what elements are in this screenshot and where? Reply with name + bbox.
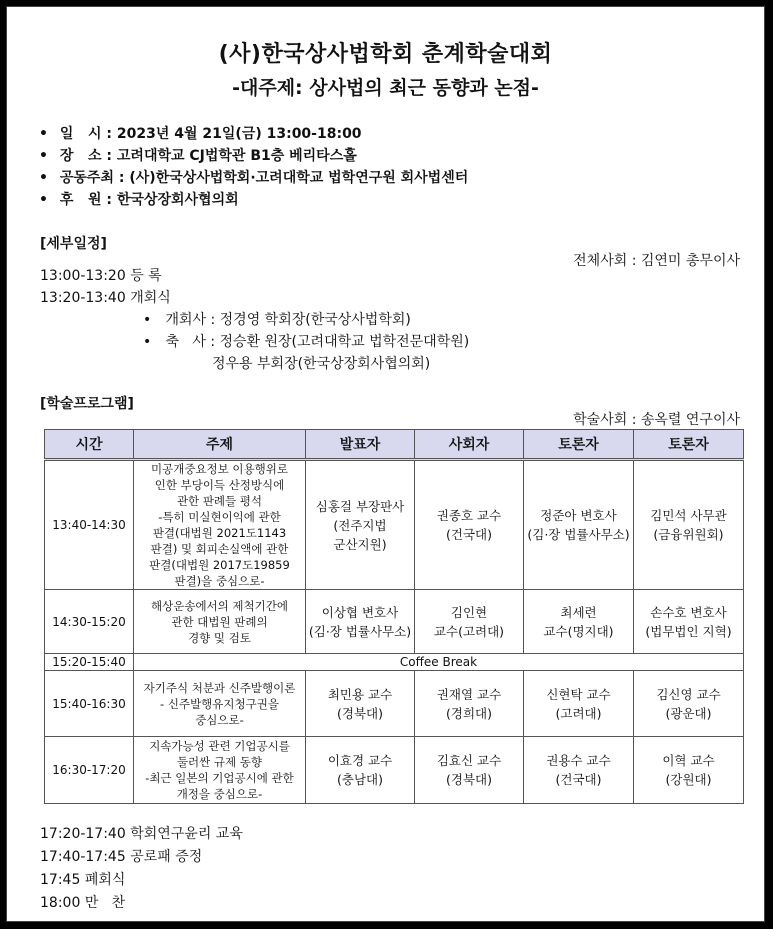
- person-line: (충남대): [337, 772, 383, 787]
- person-line: 권재열 교수: [436, 686, 502, 702]
- person-line: (전주지법: [333, 517, 387, 533]
- schedule-label: 학회연구윤리 교육: [130, 826, 243, 842]
- topic-line: 미공개중요정보 이용행위로: [151, 462, 288, 476]
- person-line: 이상협 변호사: [321, 604, 399, 620]
- info-label: 일 시: [59, 126, 102, 142]
- schedule-time: 17:20-17:40: [40, 826, 126, 842]
- column-header: 토론자: [524, 430, 634, 460]
- bullet-icon: •: [143, 312, 152, 328]
- document-page: [6, 6, 765, 922]
- schedule-item: [40, 892, 243, 915]
- person-line: 손수호 변호사: [650, 604, 727, 620]
- column-header: 주제: [134, 430, 306, 460]
- person-line: (경희대): [446, 705, 492, 721]
- schedule-label: 만 찬: [84, 895, 126, 911]
- schedule-time: 17:45: [40, 872, 81, 888]
- info-value: 2023년 4월 21일(금) 13:00-18:00: [116, 126, 362, 142]
- discussant: [524, 671, 634, 737]
- session-topic: [134, 671, 306, 737]
- person-line: (경북대): [446, 772, 492, 787]
- chair: [415, 460, 524, 590]
- person-line: (김·장 법률사무소): [527, 527, 630, 542]
- person-line: 이효경 교수: [327, 753, 393, 768]
- schedule-list: [40, 265, 171, 309]
- person-line: (김·장 법률사무소): [308, 623, 412, 639]
- topic-line: 판결) 및 회피손실액에 관한: [150, 542, 289, 556]
- discussant: [524, 737, 634, 804]
- bullet-icon: •: [39, 192, 48, 208]
- topic-line: 판결(대법원 2017도19859: [149, 558, 290, 572]
- page-subtitle: -대주제: 상사법의 최근 동향과 논점-: [232, 77, 539, 99]
- discussant: [634, 460, 744, 590]
- info-value: (사)한국상사법학회·고려대학교 법학연구원 회사법센터: [129, 170, 469, 186]
- info-label: 공동주최: [59, 170, 114, 186]
- topic-line: 둘러싼 규제 동향: [176, 755, 263, 769]
- presenter: [306, 737, 415, 804]
- congrats-line: 정승환 원장(고려대학교 법학전문대학원): [219, 334, 470, 350]
- presenter: [306, 460, 415, 590]
- congrats-label: 축 사: [165, 334, 206, 350]
- info-value: 한국상장회사협의회: [116, 192, 239, 208]
- table-row: [45, 460, 744, 590]
- schedule-label: 공로패 증정: [130, 849, 203, 865]
- topic-line: 관한 대법원 판례의: [171, 614, 268, 629]
- opening-address: [143, 309, 469, 331]
- schedule-item: [40, 287, 171, 309]
- info-sep: :: [106, 192, 117, 208]
- page-title: (사)한국상사법학회 춘계학술대회: [218, 42, 553, 67]
- discussant: [634, 671, 744, 737]
- topic-line: 판결(대법원 2021도1143: [152, 526, 287, 540]
- topic-line: -특히 미실현이익에 관한: [158, 510, 281, 524]
- person-line: 최세련: [560, 604, 597, 620]
- schedule-item: [40, 823, 243, 846]
- person-line: 권종호 교수: [436, 508, 502, 523]
- topic-line: 해상운송에서의 제척기간에: [151, 598, 288, 613]
- topic-line: 경향 및 검토: [188, 630, 251, 645]
- person-line: 최민용 교수: [327, 686, 393, 702]
- table-row: [45, 737, 744, 804]
- session-time: 14:30-15:20: [45, 590, 134, 654]
- person-line: 김효신 교수: [436, 753, 502, 768]
- person-line: (건국대): [555, 772, 602, 787]
- info-sep: :: [106, 126, 117, 142]
- topic-line: 개정을 중심으로-: [176, 787, 263, 801]
- chair: [415, 590, 524, 654]
- topic-line: 자기주식 처분과 신주발행이론: [143, 680, 296, 695]
- schedule-time: 13:20-13:40: [40, 290, 126, 306]
- person-line: 김인현: [450, 604, 488, 620]
- schedule-label: 개회식: [130, 290, 171, 306]
- info-label: 후 원: [59, 192, 102, 208]
- program-table: [44, 429, 744, 804]
- schedule-time: 17:40-17:45: [40, 849, 126, 865]
- info-sep: :: [106, 148, 117, 164]
- schedule-time: 18:00: [40, 895, 81, 911]
- table-header-row: [45, 430, 744, 460]
- schedule-item: [40, 869, 243, 892]
- schedule-item: [40, 846, 243, 869]
- topic-line: 지속가능성 관련 기업공시를: [149, 739, 290, 753]
- person-line: 정준아 변호사: [540, 508, 617, 523]
- person-line: (법무법인 지혁): [645, 623, 732, 639]
- person-line: 김민석 사무관: [650, 508, 727, 523]
- event-info-item: [39, 167, 468, 189]
- topic-line: 판결)을 중심으로-: [174, 574, 265, 588]
- column-header: 사회자: [415, 430, 524, 460]
- break-row: [45, 654, 744, 671]
- session-topic: [134, 460, 306, 590]
- person-line: 군산지원): [333, 536, 387, 552]
- person-line: 신현탁 교수: [546, 686, 611, 702]
- person-line: (금융위원회): [653, 527, 724, 542]
- program-heading: [학술프로그램]: [40, 396, 134, 412]
- discussant: [634, 737, 744, 804]
- colon: :: [210, 312, 220, 328]
- event-info-item: [39, 123, 468, 145]
- table-row: [45, 590, 744, 654]
- person-line: 교수(고려대): [433, 623, 505, 639]
- column-header: 토론자: [634, 430, 744, 460]
- session-topic: [134, 737, 306, 804]
- bullet-icon: •: [39, 148, 48, 164]
- session-time: 13:40-14:30: [45, 460, 134, 590]
- break-time: 15:20-15:40: [45, 654, 134, 671]
- session-topic: [134, 590, 306, 654]
- session-time: 16:30-17:20: [45, 737, 134, 804]
- person-line: (경북대): [337, 705, 383, 721]
- info-label: 장 소: [59, 148, 102, 164]
- schedule-label: 폐회식: [84, 872, 126, 888]
- info-value: 고려대학교 CJ법학관 B1층 베리타스홀: [116, 148, 357, 164]
- bullet-icon: •: [143, 334, 152, 350]
- person-line: (광운대): [665, 705, 712, 721]
- chair: [415, 737, 524, 804]
- schedule-time: 13:00-13:20: [40, 268, 126, 284]
- break-label: Coffee Break: [134, 654, 744, 671]
- presenter: [306, 590, 415, 654]
- opening-ceremony-details: [143, 309, 469, 375]
- schedule-label: 등 록: [130, 268, 162, 284]
- info-sep: :: [118, 170, 130, 186]
- person-line: (건국대): [446, 527, 492, 542]
- congrats-line-row: [143, 353, 469, 375]
- discussant: [524, 460, 634, 590]
- colon: :: [210, 334, 220, 350]
- person-line: 이혁 교수: [662, 753, 715, 768]
- topic-line: - 신주발행유지청구권을: [160, 696, 279, 711]
- topic-line: -최근 일본의 기업공시에 관한: [145, 771, 294, 785]
- bullet-icon: •: [39, 126, 48, 142]
- column-header: 발표자: [306, 430, 415, 460]
- opening-label: 개회사: [165, 312, 207, 328]
- overall-moderator: 전체사회 : 김연미 총무이사: [573, 253, 740, 269]
- event-info-list: [39, 123, 468, 211]
- program-moderator: 학술사회 : 송옥렬 연구이사: [573, 412, 740, 428]
- person-line: 심홍걸 부장판사: [315, 498, 405, 514]
- topic-line: 인한 부당이득 산정방식에: [154, 478, 285, 492]
- discussant: [634, 590, 744, 654]
- column-header: 시간: [45, 430, 134, 460]
- bullet-icon: •: [39, 170, 48, 186]
- table-row: [45, 671, 744, 737]
- congratulatory-address: [143, 331, 469, 353]
- congrats-line: 정우용 부회장(한국상장회사협의회): [212, 356, 431, 372]
- event-info-item: [39, 189, 468, 211]
- session-time: 15:40-16:30: [45, 671, 134, 737]
- chair: [415, 671, 524, 737]
- person-line: 권용수 교수: [546, 753, 611, 768]
- person-line: (강원대): [665, 772, 712, 787]
- person-line: 교수(명지대): [543, 623, 614, 639]
- presenter: [306, 671, 415, 737]
- event-info-item: [39, 145, 468, 167]
- discussant: [524, 590, 634, 654]
- closing-schedule: [40, 823, 243, 915]
- person-line: 김신영 교수: [656, 686, 721, 702]
- topic-line: 관한 판례들 평석: [176, 494, 263, 508]
- topic-line: 중심으로-: [195, 712, 244, 727]
- person-line: (고려대): [555, 705, 602, 721]
- detail-schedule-heading: [세부일정]: [40, 236, 107, 252]
- schedule-item: [40, 265, 171, 287]
- opening-text: 정경영 학회장(한국상사법학회): [219, 312, 411, 328]
